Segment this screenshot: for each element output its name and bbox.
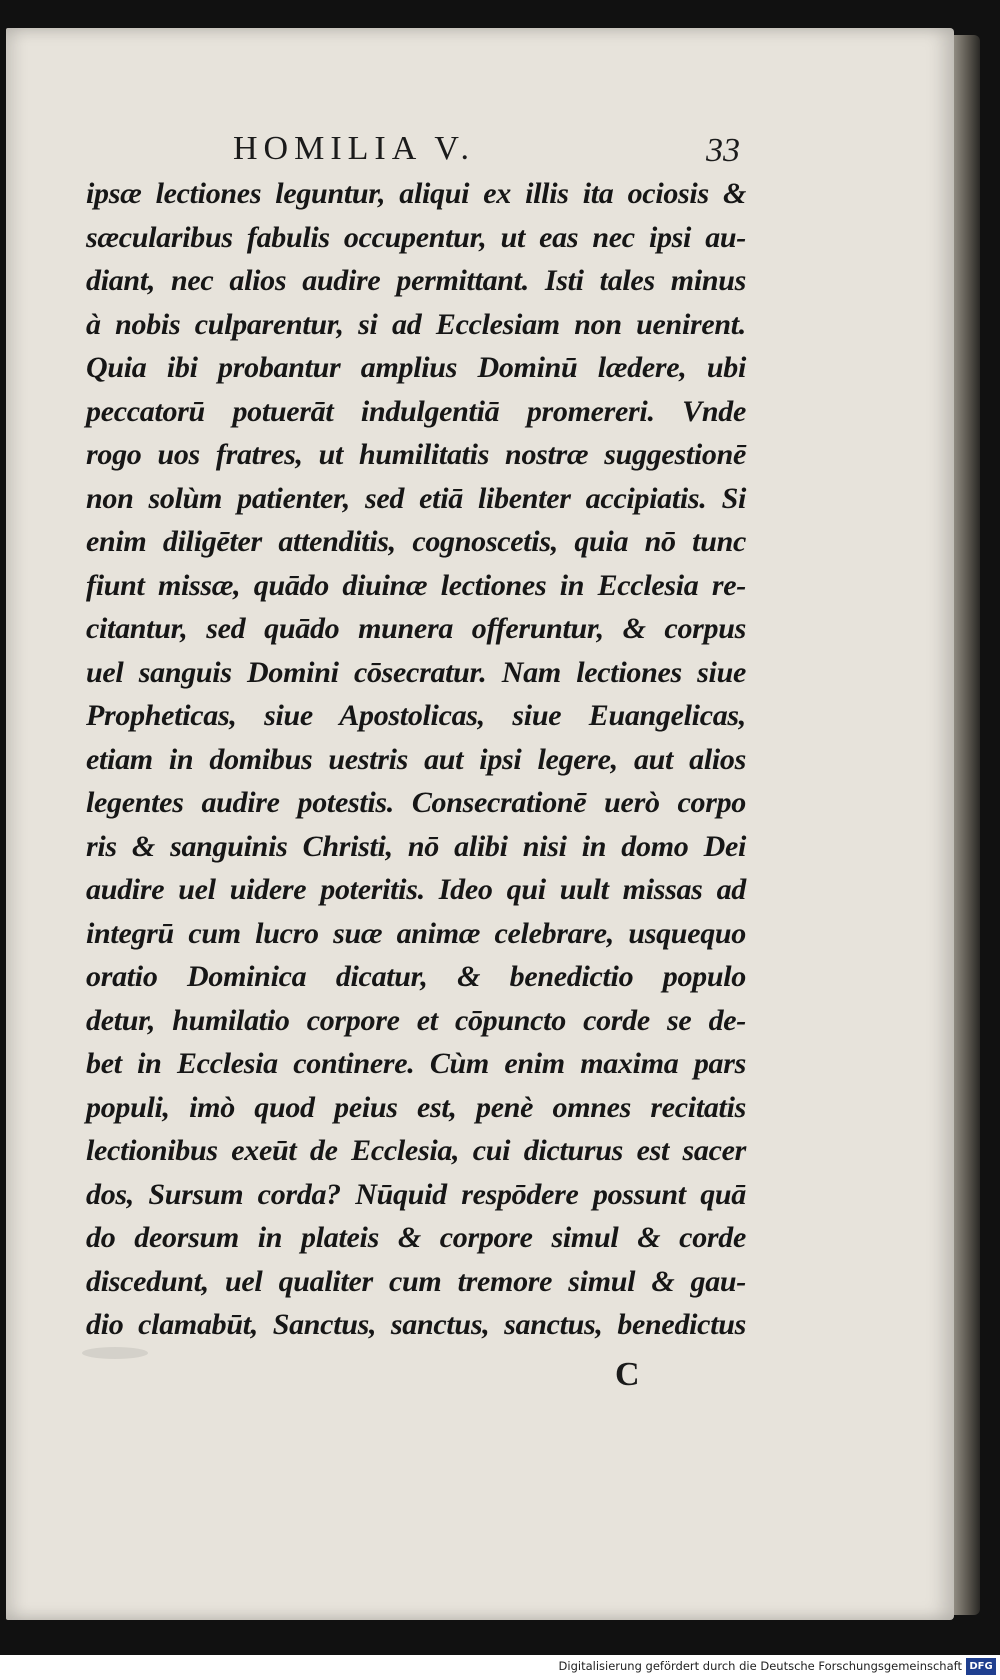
text-line: ris & sanguinis Christi, nō alibi nisi in domo Dei xyxy=(86,829,746,863)
text-line: sæcularibus fabulis occupentur, ut eas nec ipsi au- xyxy=(86,220,746,254)
text-line: do deorsum in plateis & corpore simul & corde xyxy=(86,1221,746,1254)
page-fore-edge xyxy=(950,35,980,1615)
text-line: populi, imò quod peius est, penè omnes recitatis xyxy=(86,1090,746,1124)
body-text xyxy=(86,172,746,1347)
text-line: integrū cum lucro suæ animæ celebrare, usquequo xyxy=(86,916,746,950)
text-line: audire uel uidere poteritis. Ideo qui uult missas ad xyxy=(86,873,746,906)
text-line: à nobis culparentur, si ad Ecclesiam non uenirent. xyxy=(86,307,746,341)
text-line: enim diligēter attenditis, cognoscetis, quia nō tunc xyxy=(86,525,746,558)
text-line: oratio Dominica dicatur, & benedictio populo xyxy=(86,960,746,993)
running-title: HOMILIA V. xyxy=(233,130,475,167)
signature-mark: C xyxy=(615,1356,640,1393)
text-line: lectionibus exeūt de Ecclesia, cui dicturus est sacer xyxy=(86,1134,746,1167)
text-line: citantur, sed quādo munera offeruntur, & corpus xyxy=(86,612,746,645)
page-number: 33 xyxy=(706,132,740,169)
text-line: diant, nec alios audire permittant. Isti tales minus xyxy=(86,264,746,297)
text-line: dio clamabūt, Sanctus, sanctus, sanctus, benedictus xyxy=(86,1308,746,1341)
text-line: bet in Ecclesia continere. Cùm enim maxima pars xyxy=(86,1047,746,1080)
text-line: fiunt missæ, quādo diuinæ lectiones in Ecclesia re- xyxy=(86,568,746,602)
text-line: etiam in domibus uestris aut ipsi legere, aut alios xyxy=(86,742,746,776)
text-line: legentes audire potestis. Consecrationē uerò corpo xyxy=(86,786,746,819)
text-line: Propheticas, siue Apostolicas, siue Euangelicas, xyxy=(86,699,746,732)
show-through-smudge xyxy=(80,1345,150,1361)
text-line: uel sanguis Domini cōsecratur. Nam lectiones siue xyxy=(86,655,746,689)
text-line: rogo uos fratres, ut humilitatis nostræ suggestionē xyxy=(86,438,746,471)
text-line: non solùm patienter, sed etiā libenter accipiatis. Si xyxy=(86,481,746,515)
text-line: peccatorū potuerāt indulgentiā promereri. Vnde xyxy=(86,394,746,428)
funding-credit: Digitalisierung gefördert durch die Deutsche Forschungsgemeinschaft xyxy=(558,1659,962,1673)
text-line: dos, Sursum corda? Nūquid respōdere possunt quā xyxy=(86,1177,746,1211)
text-line: detur, humilatio corpore et cōpuncto corde se de- xyxy=(86,1003,746,1037)
text-line: Quia ibi probantur amplius Dominū lædere, ubi xyxy=(86,351,746,384)
text-line: ipsæ lectiones leguntur, aliqui ex illis ita ociosis & xyxy=(86,177,746,210)
digitization-footer xyxy=(0,1655,1000,1680)
text-line: discedunt, uel qualiter cum tremore simul & gau- xyxy=(86,1264,746,1298)
dfg-logo-icon: DFG xyxy=(966,1658,996,1675)
